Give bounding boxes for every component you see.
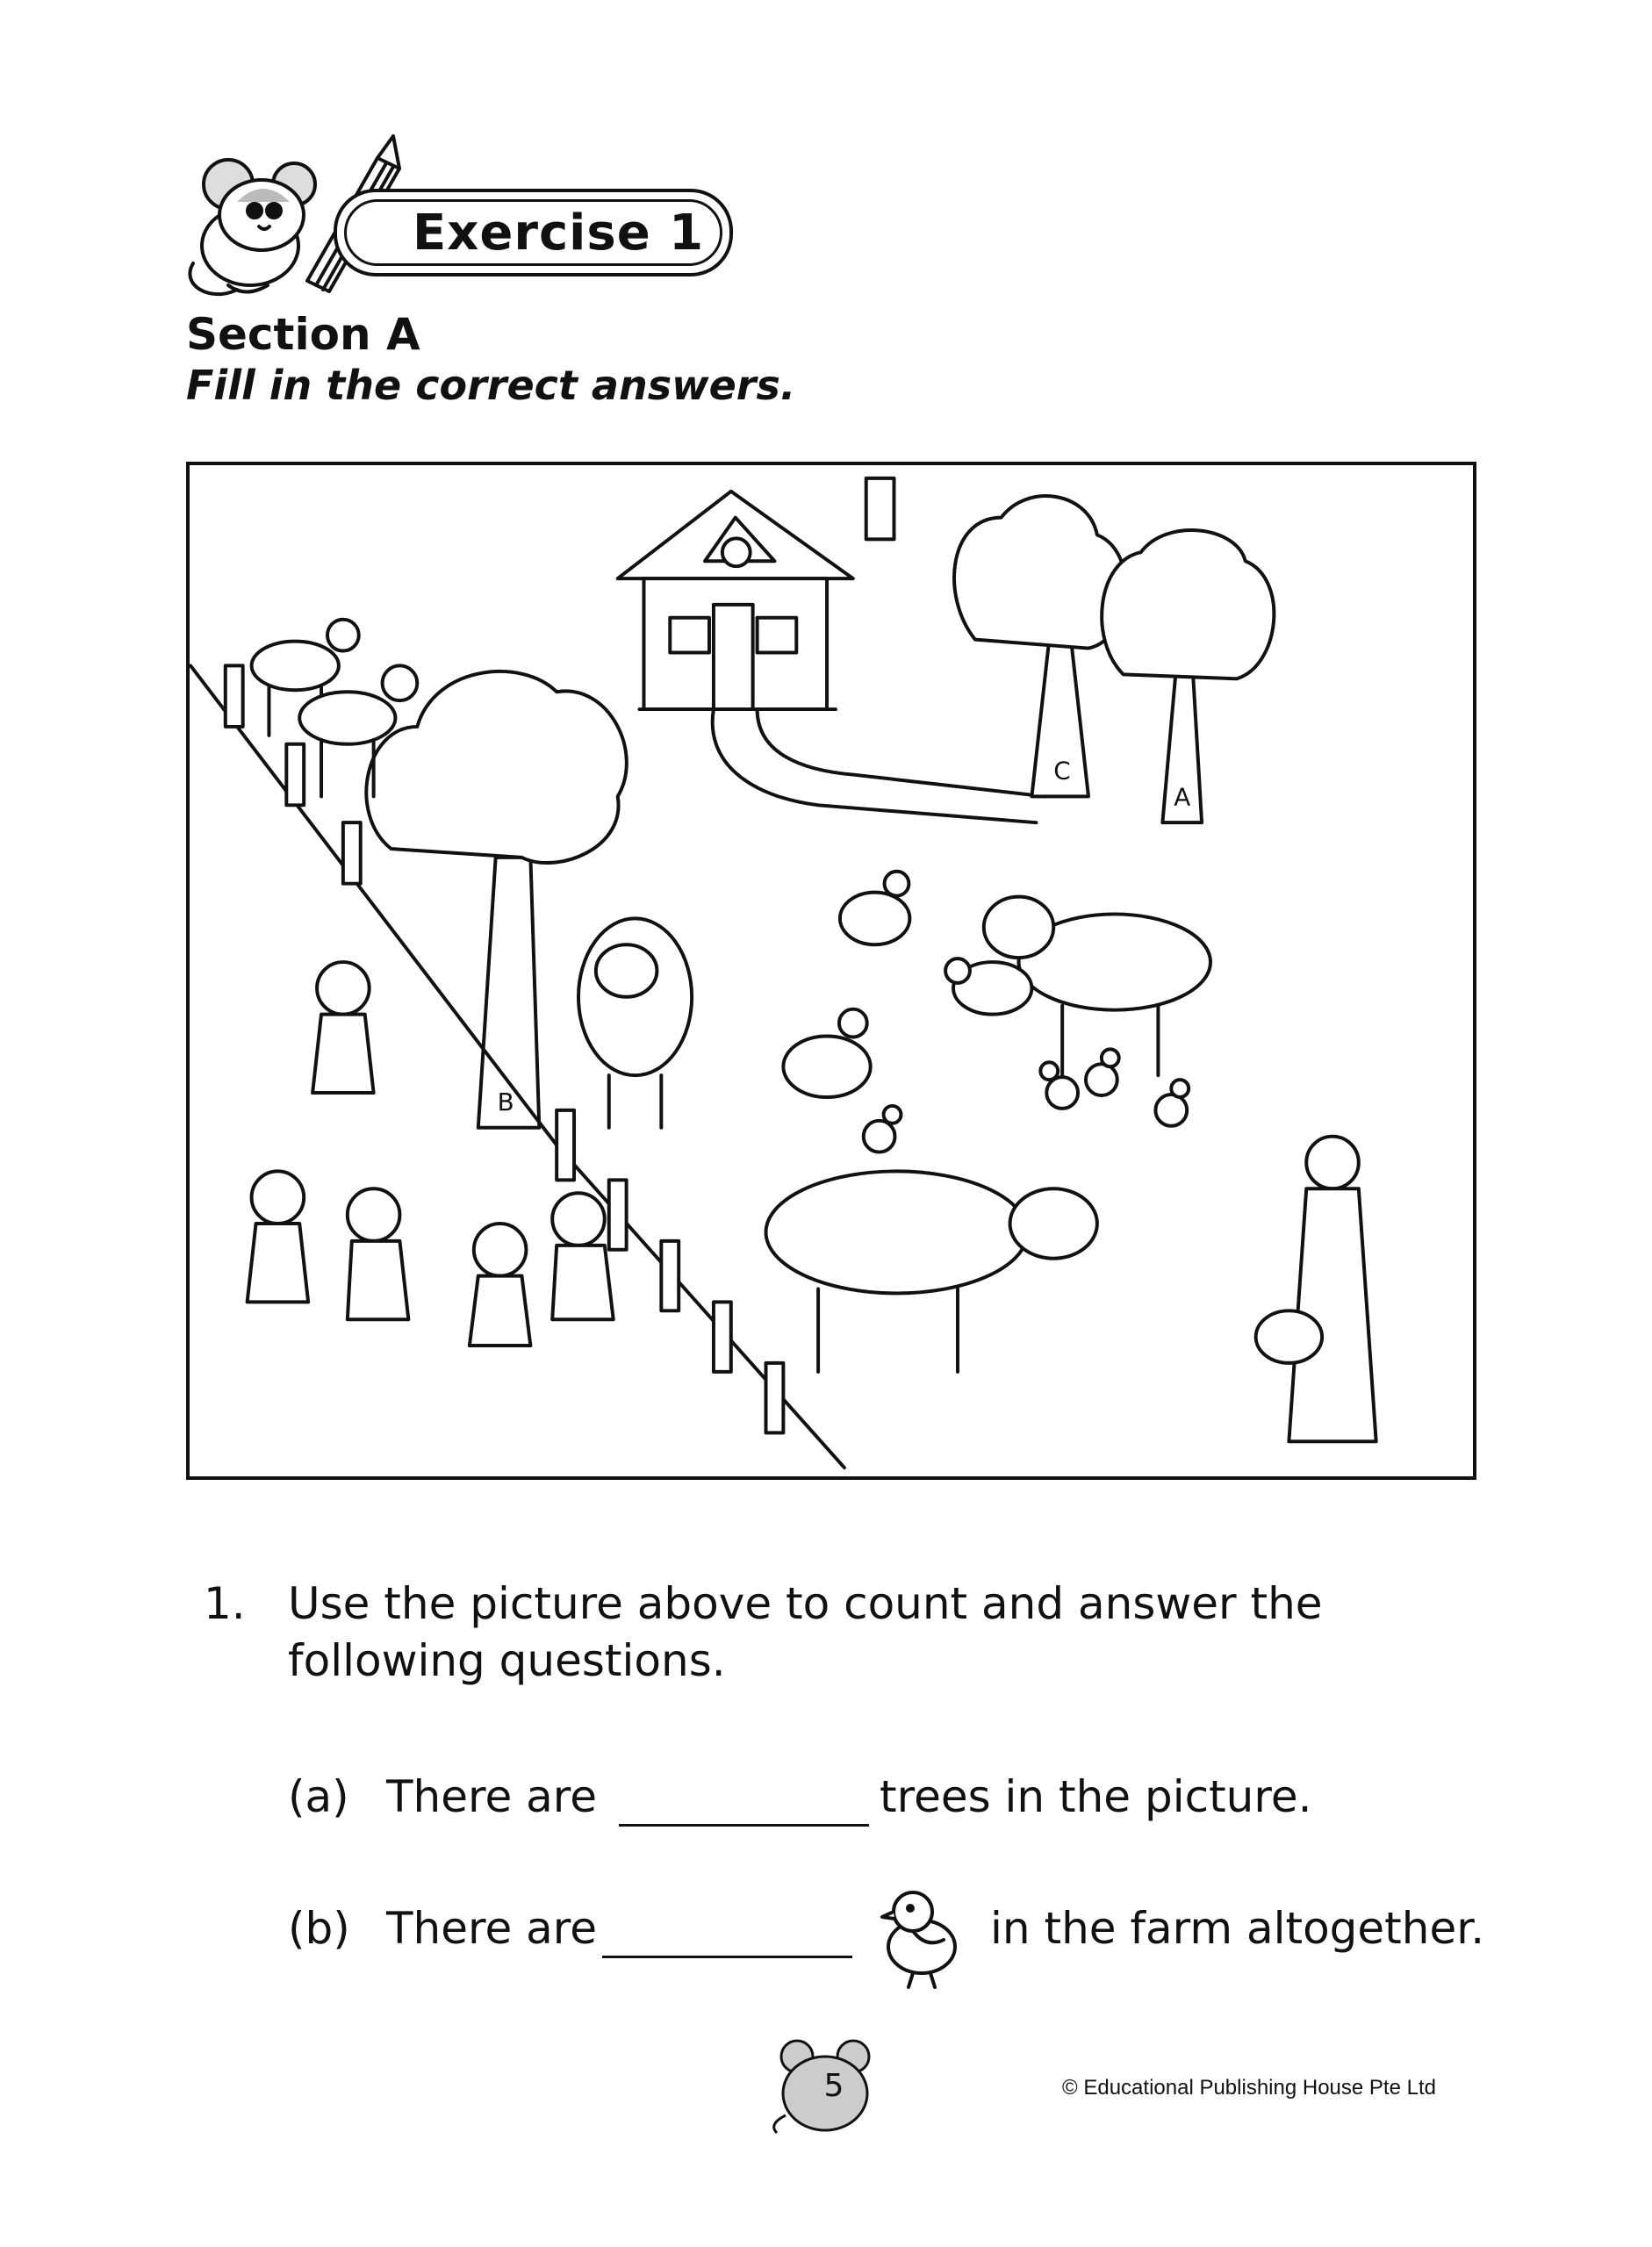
chick-icon xyxy=(864,1106,901,1152)
tree-c-icon xyxy=(954,496,1126,796)
hen-icon xyxy=(840,872,909,944)
rooster-icon xyxy=(783,1009,870,1097)
chick-icon xyxy=(865,1878,979,1992)
boy-icon xyxy=(552,1193,614,1319)
chick-icon xyxy=(1155,1080,1189,1126)
part-a-answer-blank[interactable] xyxy=(619,1824,869,1827)
farm-picture xyxy=(186,462,1476,1480)
chick-icon xyxy=(1040,1062,1078,1109)
question-text: Use the picture above to count and answer the following questions. xyxy=(288,1578,1323,1686)
boy-icon xyxy=(470,1224,531,1346)
cow-icon xyxy=(578,918,692,1127)
tree-b-icon xyxy=(366,671,626,1128)
question-number: 1. xyxy=(204,1578,246,1629)
girl-icon xyxy=(248,1171,309,1302)
instruction-text: Fill in the correct answers. xyxy=(186,362,796,409)
exercise-banner xyxy=(334,189,733,276)
hen-icon xyxy=(945,958,1031,1015)
part-b-text-before: There are xyxy=(386,1903,597,1954)
farm-scene-illustration xyxy=(190,465,1473,1476)
girl-with-basket-icon xyxy=(312,962,374,1093)
cow-icon xyxy=(766,1171,1097,1371)
exercise-title: Exercise 1 xyxy=(413,205,705,262)
copyright-text: © Educational Publishing House Pte Ltd xyxy=(1062,2076,1436,2100)
tree-label-c: C xyxy=(1053,756,1071,786)
section-title: Section A xyxy=(186,309,420,360)
woman-with-egg-basket-icon xyxy=(1256,1137,1376,1442)
tree-a-icon xyxy=(1102,530,1274,822)
farmhouse-icon xyxy=(618,478,894,709)
tree-label-a: A xyxy=(1174,782,1191,812)
part-a-text-after: trees in the picture. xyxy=(880,1771,1312,1822)
part-b-label: (b) xyxy=(288,1903,350,1954)
part-a-label: (a) xyxy=(288,1771,349,1822)
part-a-text-before: There are xyxy=(386,1771,597,1822)
chick-icon xyxy=(1086,1049,1119,1095)
page-number: 5 xyxy=(823,2068,844,2104)
part-b-answer-blank[interactable] xyxy=(602,1956,852,1958)
part-b-text-after: in the farm altogether. xyxy=(990,1903,1485,1954)
girl-icon xyxy=(348,1188,409,1319)
tree-label-b: B xyxy=(497,1087,514,1116)
